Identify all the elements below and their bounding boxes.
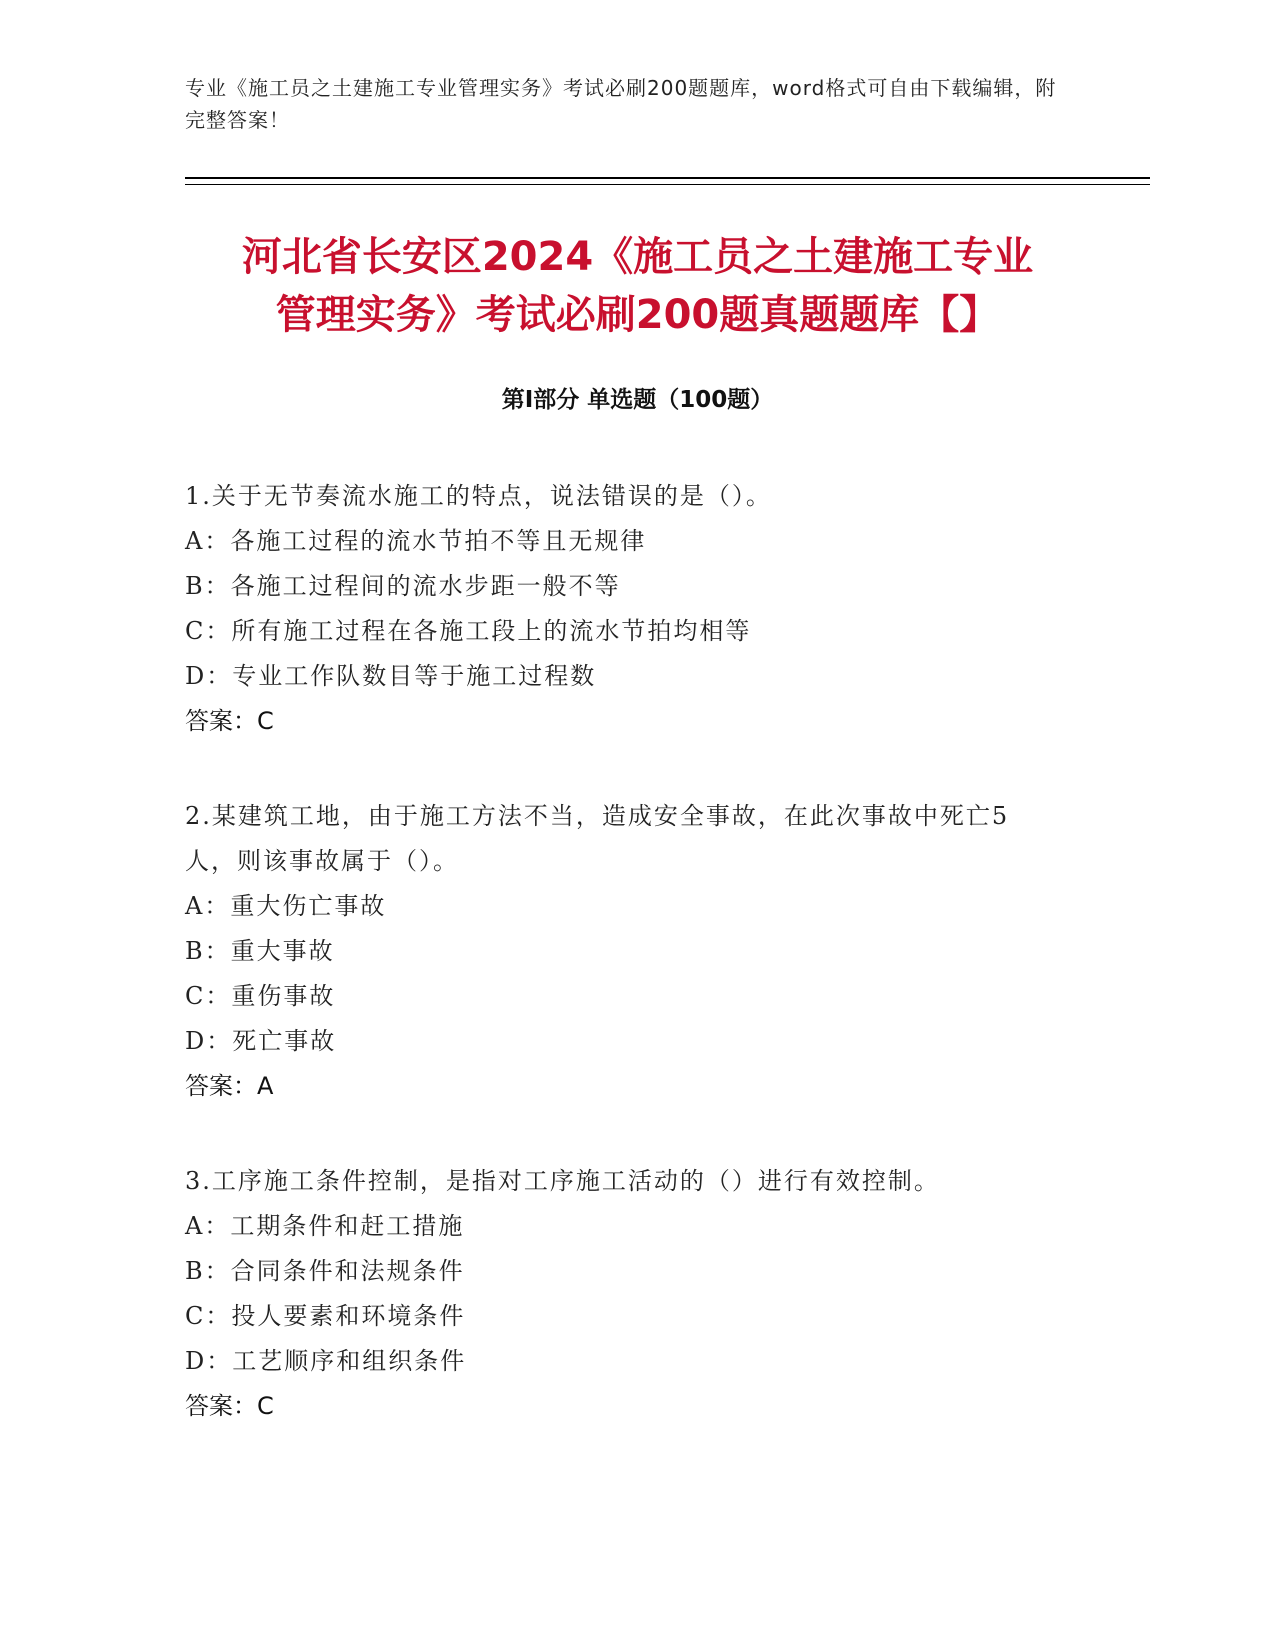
question-stem: 2.某建筑工地，由于施工方法不当，造成安全事故，在此次事故中死亡5人，则该事故属于（）。 — [185, 802, 1010, 875]
option-b: B：合同条件和法规条件 — [185, 1257, 465, 1285]
title-line-2: 管理实务》考试必刷200题真题题库【】 — [275, 292, 1000, 338]
section-heading: 第Ⅰ部分 单选题（100题） — [501, 387, 774, 413]
answer-label: 答案： — [185, 1392, 257, 1420]
option-c: C：重伤事故 — [185, 982, 336, 1010]
question-3 — [185, 1159, 1085, 1429]
question-stem: 3.工序施工条件控制，是指对工序施工活动的（）进行有效控制。 — [185, 1167, 940, 1195]
answer-value: C — [257, 707, 274, 735]
option-a: A：工期条件和赶工措施 — [185, 1212, 465, 1240]
title-line-1: 河北省长安区2024《施工员之土建施工专业 — [241, 234, 1034, 280]
question-2 — [185, 794, 1085, 1109]
header-divider-thick — [185, 177, 1150, 179]
answer-label: 答案： — [185, 707, 257, 735]
option-b: B：重大事故 — [185, 937, 335, 965]
option-d: D：工艺顺序和组织条件 — [185, 1347, 467, 1375]
question-1 — [185, 474, 1085, 744]
option-b: B：各施工过程间的流水步距一般不等 — [185, 572, 621, 600]
question-list — [185, 474, 1085, 1479]
option-c: C：投人要素和环境条件 — [185, 1302, 466, 1330]
option-d: D：专业工作队数目等于施工过程数 — [185, 662, 597, 690]
header-divider-thin — [185, 184, 1150, 185]
question-stem: 1.关于无节奏流水施工的特点，说法错误的是（）。 — [185, 482, 772, 510]
option-a: A：重大伤亡事故 — [185, 892, 387, 920]
answer-line — [185, 699, 1085, 744]
answer-line — [185, 1064, 1085, 1109]
answer-line — [185, 1384, 1085, 1429]
option-c: C：所有施工过程在各施工段上的流水节拍均相等 — [185, 617, 752, 645]
answer-value: C — [257, 1392, 274, 1420]
option-d: D：死亡事故 — [185, 1027, 337, 1055]
header-note: 专业《施工员之土建施工专业管理实务》考试必刷200题题库，word格式可自由下载编辑，附完整答案！ — [185, 76, 1057, 132]
answer-value: A — [257, 1072, 274, 1100]
answer-label: 答案： — [185, 1072, 257, 1100]
document-title — [185, 228, 1090, 344]
option-a: A：各施工过程的流水节拍不等且无规律 — [185, 527, 647, 555]
